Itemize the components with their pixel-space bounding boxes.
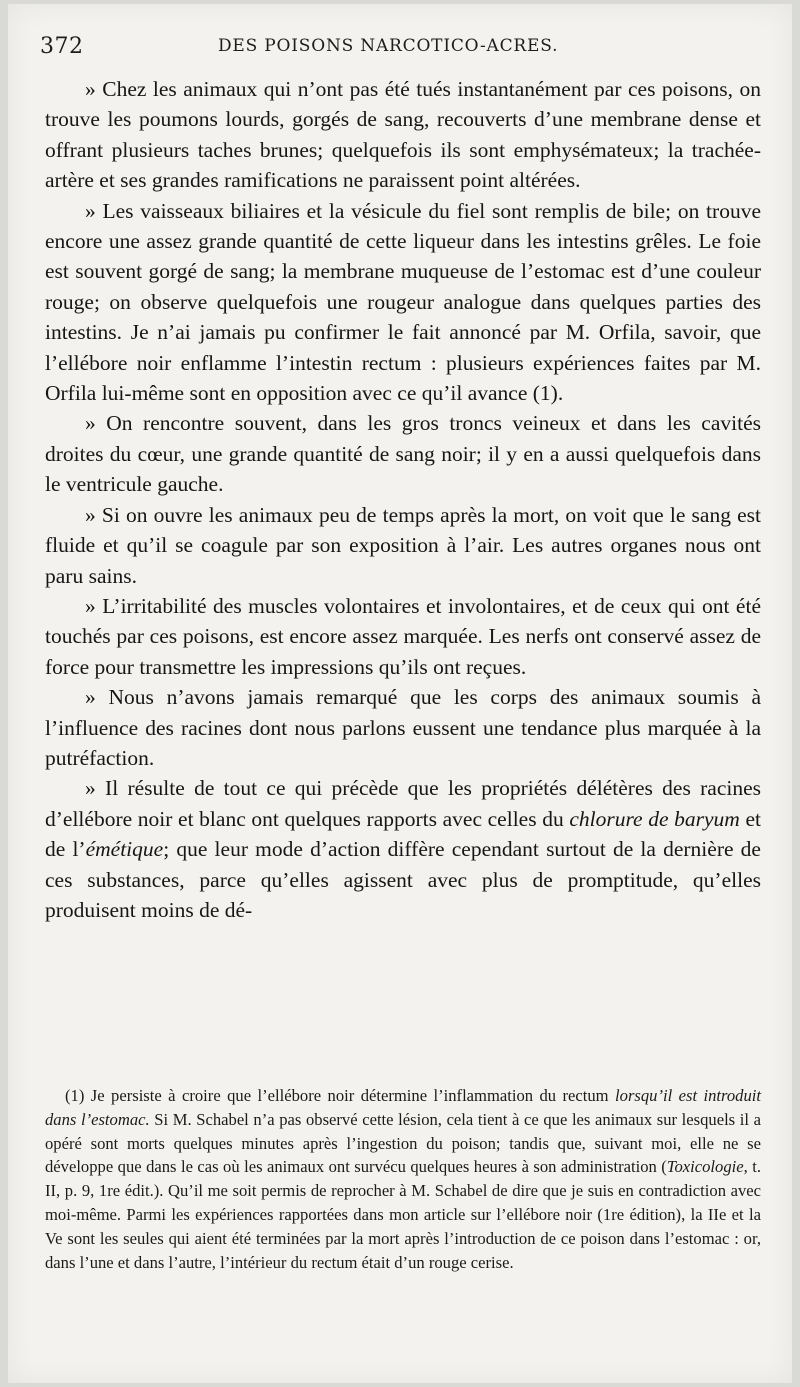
footnote-text: (1) Je persiste à croire que l’ellébore noir détermine l’inflammation du rectum [65,1086,616,1105]
page-header [40,34,760,70]
paragraph [45,408,761,499]
footnote-italic: lorsqu’il est introduit dans l’estomac. [45,1086,761,1129]
book-page [8,4,792,1383]
text-run: et de l’ [45,806,761,862]
italic-term: émétique [85,837,164,862]
paragraph [45,500,761,591]
main-text [45,74,761,925]
text-run: » On rencontre souvent, dans les gros troncs veineux et dans les cavités droites du cœur, une grande quantité de sang noir; il y en a aussi quelquefois dans le ventricule gauche. [45,411,761,497]
text-run: » Nous n’avons jamais remarqué que les corps des animaux soumis à l’influence des racines dont nous parlons eussent une tendance plus marquée à la putréfaction. [45,685,761,770]
paragraph [45,682,761,773]
paragraph [45,773,761,925]
text-run: » L’irritabilité des muscles volontaires et involontaires, et de ceux qui ont été touchés par ces poisons, est encore assez marquée. Les nerfs ont conservé assez de force pour transmettre les impressions qu’ils ont reçues. [45,593,761,679]
text-run: ; que leur mode d’action diffère cependant surtout de la dernière de ces substances, parce qu’elles agissent avec plus de promptitude, qu’elles produisent moins de dé- [45,837,761,922]
text-run: » Chez les animaux qui n’ont pas été tués instantanément par ces poisons, on trouve les poumons lourds, gorgés de sang, recouverts d’une membrane dense et offrant plusieurs taches brunes; quelquefois ils sont emphysémateux; la trachée-artère et ses grandes ramifications ne paraissent point altérées. [45,77,761,193]
italic-term: chlorure de baryum [569,806,740,831]
paragraph [45,591,761,682]
paragraph [45,74,761,196]
footnote-text: Si M. Schabel n’a pas observé cette lésion, cela tient à ce que les animaux sur lesquels il a opéré sont morts quelques minutes après l’ingestion du poison; tandis que, suivant moi, elle ne se développe que dans le cas où les animaux ont survécu quelques heures à son administration ( [45,1109,761,1177]
text-run: » Les vaisseaux biliaires et la vésicule du fiel sont remplis de bile; on trouve encore une assez grande quantité de cette liqueur dans les intestins grêles. Le foie est souvent gorgé de sang; la membrane muqueuse de l’estomac est d’une couleur rouge; on observe quelquefois une rougeur analogue dans quelques parties des intestins. Je n’ai jamais pu confirmer le fait annoncé par M. Orfila, savoir, que l’ellébore noir enflamme l’intestin rectum : plusieurs expériences faites par M. Orfila lui-même sont en opposition avec ce qu’il avance (1). [45,198,761,406]
footnote-italic: Toxicologie [666,1157,744,1177]
text-run: » Si on ouvre les animaux peu de temps après la mort, on voit que le sang est fluide et qu’il se coagule par son exposition à l’air. Les autres organes nous ont paru sains. [45,502,761,588]
page-number: 372 [40,34,84,59]
running-head: DES POISONS NARCOTICO-ACRES. [218,36,559,56]
paragraph [45,196,761,409]
footnotes [45,1084,761,1274]
footnote-text: , t. II, p. 9, 1re édit.). Qu’il me soit permis de reprocher à M. Schabel de dire que je suis en contradiction avec moi-même. Parmi les expériences rapportées dans mon article sur l’ellébore noir (1re édition), la IIe et la Ve sont les seules qui aient été terminées par la mort après l’introduction de ce poison dans l’estomac : or, dans l’une et dans l’autre, l’intérieur du rectum était d’un rouge cerise. [45,1157,761,1272]
footnote [45,1084,761,1274]
text-run: » Il résulte de tout ce qui précède que les propriétés délétères des racines d’ellébore noir et blanc ont quelques rapports avec celles du [45,776,761,831]
